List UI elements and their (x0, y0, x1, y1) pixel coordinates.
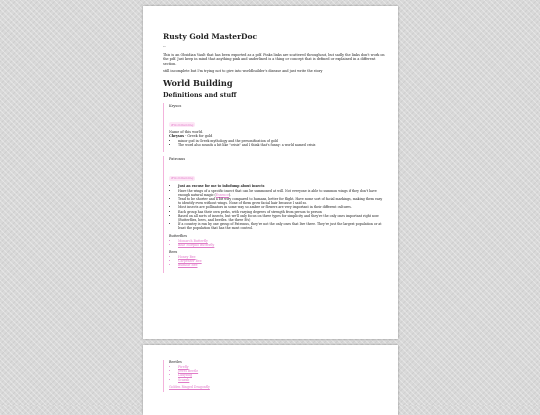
essence-link[interactable]: Essence (215, 192, 230, 197)
subheading-bees: Bees (169, 250, 178, 255)
patronus-bullet-list (169, 184, 385, 230)
list-item (178, 189, 385, 197)
beetles-link-list (169, 365, 385, 382)
butterflies-link-list (169, 239, 385, 247)
list-item: • If a country is run by one group of Patronus, they're not the only ones that live there. They're just the largest population or at least the population that has the most control. (178, 222, 385, 230)
list-item: • Each group has their own perks, with varying degrees of strength from person to person (178, 210, 385, 214)
title-dashes: -- (163, 44, 166, 49)
note-paragraph: still incomplete but I'm trying not to give into worldbuilder's disease and just write the story (163, 69, 323, 74)
butterfly-link[interactable]: • Monarch Butterfly (178, 239, 385, 243)
krysos-chrysos-word: Chrysos (169, 133, 184, 138)
document-title: Rusty Gold MasterDoc (163, 32, 258, 41)
section-title-krysos: Krysos (169, 103, 182, 108)
list-item: • The word also sounds a bit like "crisis" and I think that's funny: a world named crisis (178, 143, 385, 147)
pdf-page-1 (143, 6, 398, 339)
section-patronus (163, 156, 385, 272)
list-item: • Tend to be shorter and a bit wiry compared to humans, better for flight. Have some sort of facial markings, making them easy to identify even without wings. None of them grow facial hair because I said so. (178, 197, 385, 205)
bee-link[interactable]: • Bumble Bee (178, 263, 385, 267)
bee-link[interactable]: • Honey Bee (178, 255, 385, 259)
list-item: • Based on all sorts of insects, but we'll only focus on three types for simplicity and they're the only ones important right now. (Butterflies, bees, and beetles. the three B's) (178, 214, 385, 222)
subheading-beetles: Beetles (169, 360, 182, 364)
butterfly-link[interactable]: • Blue Morpho Butterfly (178, 243, 385, 247)
list-item: • Just an excuse for me to infodump about insects (178, 184, 385, 188)
list-item: • minor god in Greek mythology and the personification of gold (178, 139, 385, 143)
tag-worldbuilding[interactable]: #Worldbuilding (171, 122, 194, 127)
heading-world-building: World Building (163, 77, 233, 88)
beetle-link[interactable]: • Ladybug (178, 373, 385, 377)
dragonfly-link[interactable]: Golden Ringed Dragonfly (169, 384, 210, 389)
heading-definitions: Definitions and stuff (163, 90, 237, 99)
beetle-link[interactable]: • Firefly (178, 365, 385, 369)
intro-paragraph: This is an Obsidian Vault that has been exported as a pdf. Pinks links are scattered throughout, but sadly the links don't work on the pdf. Just keep in mind that anything pink and underlined is a thing or concept that is defined or explained in a different section. (163, 53, 385, 66)
bee-link[interactable]: • Carpenter Bee (178, 259, 385, 263)
krysos-line-1: Name of this world. (169, 129, 204, 134)
krysos-chrysos-meaning: - Greek for gold (184, 133, 213, 138)
tag-worldbuilding[interactable]: #Worldbuilding (171, 176, 194, 181)
beetle-link[interactable]: • Scarab (178, 378, 385, 382)
section-krysos (163, 103, 385, 153)
list-item: • Most insects are pollinators in some way so amber or flowers are very important in their different cultures. (178, 205, 385, 209)
magic-text-end: ). (229, 192, 232, 197)
section-beetles (163, 360, 385, 392)
krysos-bullet-list (169, 139, 385, 147)
beetle-link[interactable]: • Jewel Beetle (178, 369, 385, 373)
bees-link-list (169, 255, 385, 268)
krysos-line-2 (169, 134, 385, 138)
magic-text: Have the wings of a specific insect that can be summoned at will. Not everyone is able to summon wings if they don't have enough natural magic ( (178, 188, 377, 197)
section-title-patronus: Patronus (169, 157, 186, 162)
subheading-butterflies: Butterflies (169, 233, 188, 238)
